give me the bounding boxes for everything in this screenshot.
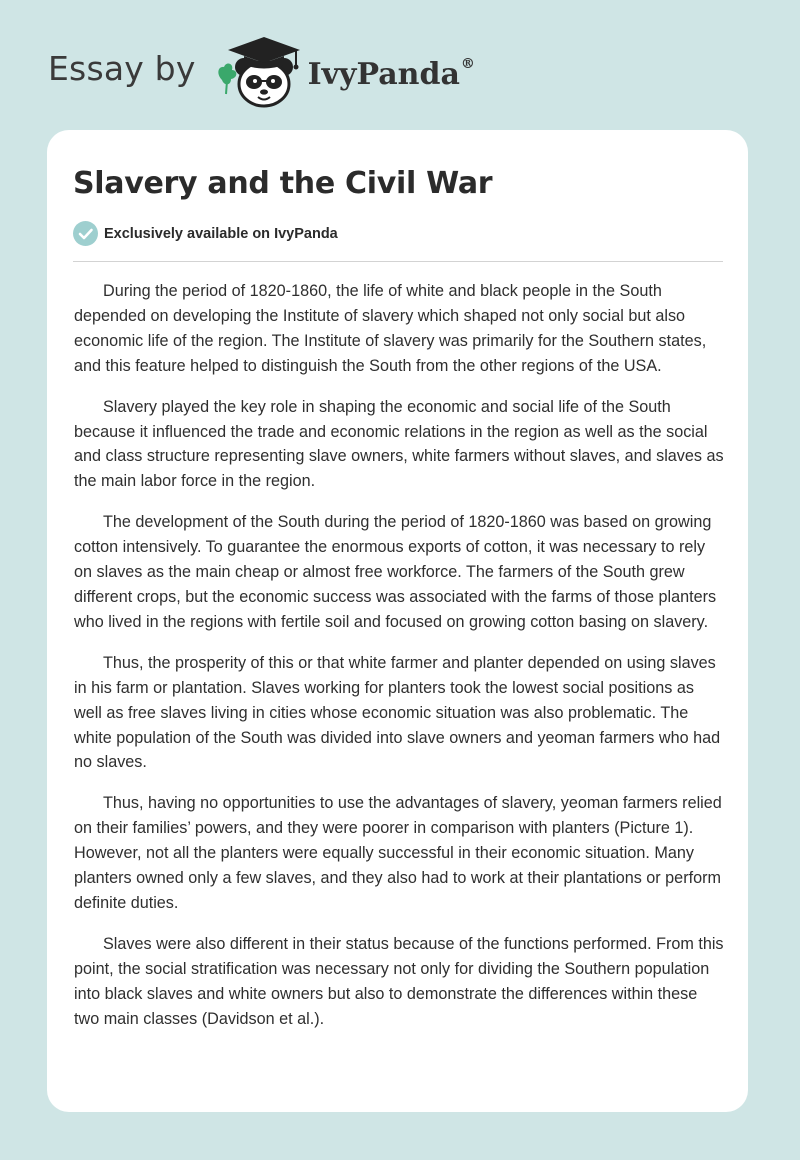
panda-graduate-icon[interactable]	[214, 34, 306, 110]
exclusive-badge-text: Exclusively available on IvyPanda	[104, 225, 338, 242]
essay-body	[74, 279, 724, 1047]
essay-paragraph-2: Slavery played the key role in shaping the economic and social life of the South because it influenced the trade and economic relations in the region as well as the social and class structure representing slave owners, white farmers without slaves, and slaves as the main labor force in the region.	[74, 397, 724, 491]
brand-name[interactable]: IvyPanda®	[307, 56, 475, 92]
essay-paragraph-6: Slaves were also different in their status because of the functions performed. From this point, the social stratification was necessary not only for dividing the Southern population into black slaves and white owners but also to demonstrate the differences within these two main classes (Davidson et al.).	[74, 934, 724, 1028]
essay-paragraph-3: The development of the South during the period of 1820-1860 was based on growing cotton intensively. To guarantee the enormous exports of cotton, it was necessary to rely on slaves as the main cheap or almost free workforce. The farmers of the South grew different crops, but the economic success was associated with the farms of those planters who lived in the regions with fertile soil and focused on growing cotton basing on slavery.	[74, 513, 717, 631]
site-header	[48, 34, 475, 110]
trademark-symbol: ®	[460, 56, 475, 72]
essay-title: Slavery and the Civil War	[73, 166, 493, 201]
essay-paragraph-4: Thus, the prosperity of this or that white farmer and planter depended on using slaves in his farm or plantation. Slaves working for planters took the lowest social positions as well as free slaves living in cities whose economic situation was also problematic. The white population of the South was divided into slave owners and yeoman farmers who had no slaves.	[74, 653, 721, 772]
exclusive-badge	[73, 221, 338, 246]
title-divider	[73, 261, 723, 262]
essay-card	[47, 130, 748, 1112]
essay-paragraph-1: During the period of 1820-1860, the life of white and black people in the South depended on developing the Institute of slavery which shaped not only social but also economic life of the region. The Institute of slavery was primarily for the Southern states, and this feature helped to distinguish the South from the other regions of the USA.	[74, 282, 707, 375]
essay-by-label: Essay by	[48, 48, 196, 88]
check-circle-icon	[73, 221, 98, 246]
essay-paragraph-5: Thus, having no opportunities to use the advantages of slavery, yeoman farmers relied on their families’ powers, and they were poorer in comparison with planters (Picture 1). However, not all the planters were equally successful in their economic situation. Many planters owned only a few slaves, and they also had to work at their plantations or perform definite duties.	[74, 794, 722, 912]
